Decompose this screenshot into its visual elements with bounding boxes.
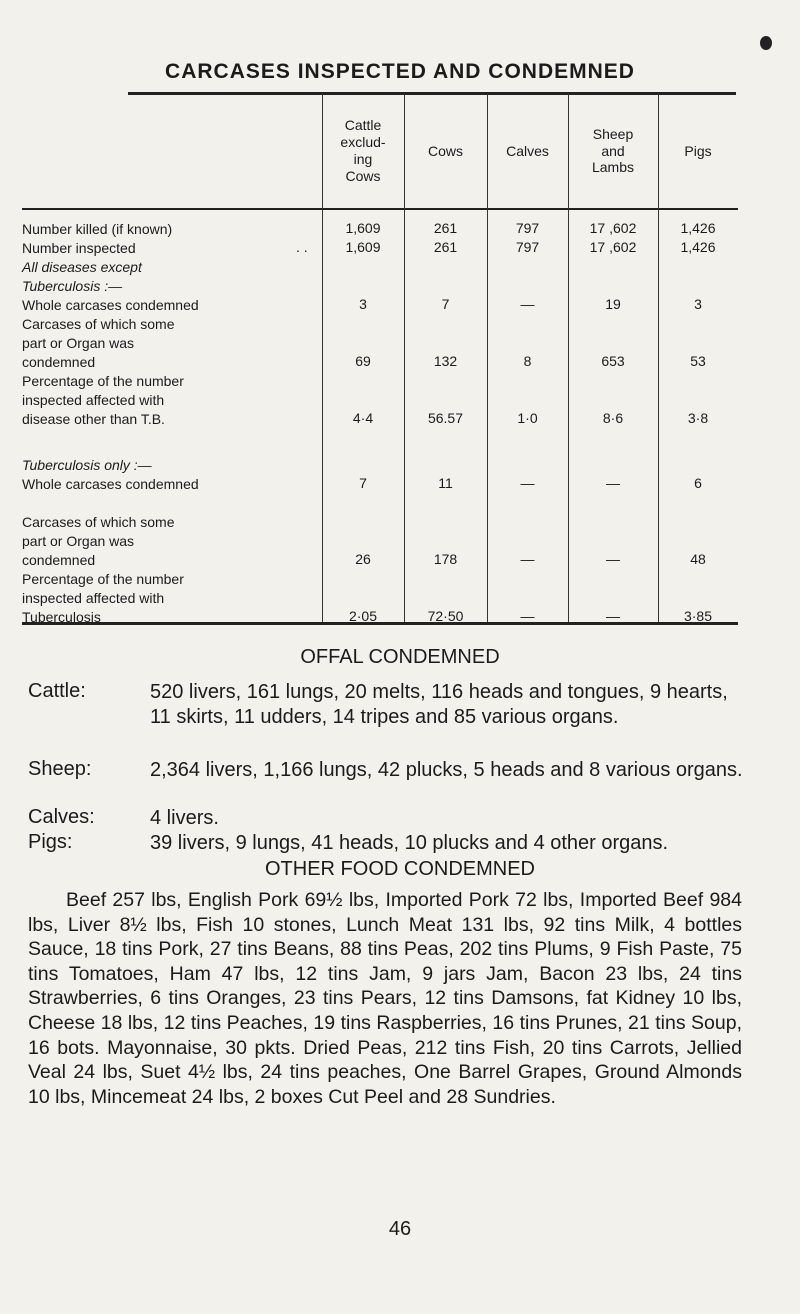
table-cell: 797 bbox=[515, 239, 540, 255]
offal-species-label: Sheep: bbox=[28, 758, 92, 780]
page-number: 46 bbox=[388, 1218, 412, 1240]
row-label: Percentage of the number inspected affected with disease other than T.B. bbox=[22, 373, 184, 427]
column-header: Cattle exclud- ing Cows bbox=[340, 117, 386, 184]
page-title: CARCASES INSPECTED AND CONDEMNED bbox=[165, 60, 635, 83]
row-label: Carcases of which some part or Organ was condemned bbox=[22, 316, 175, 370]
offal-description: 39 livers, 9 lungs, 41 heads, 10 plucks and 4 other organs. bbox=[150, 832, 669, 854]
row-label: Number killed (if known) bbox=[22, 221, 173, 237]
table-cell: 3 bbox=[694, 296, 702, 312]
table-cell: 178 bbox=[433, 551, 458, 567]
table-cell: 1,609 bbox=[345, 220, 381, 236]
table-cell: — bbox=[606, 475, 620, 491]
table-cell: 69 bbox=[355, 353, 371, 369]
table-cell: — bbox=[520, 608, 535, 624]
row-label: Number inspected bbox=[22, 240, 136, 256]
table-cell: 48 bbox=[690, 551, 706, 567]
table-cell: 19 bbox=[605, 296, 621, 312]
row-label: All diseases except Tuberculosis :— bbox=[22, 259, 142, 294]
table-cell: 8·6 bbox=[602, 410, 624, 426]
table-cell: 261 bbox=[433, 220, 458, 236]
column-header: Sheep and Lambs bbox=[591, 125, 635, 176]
table-cell: — bbox=[520, 475, 535, 491]
row-label: Whole carcases condemned bbox=[22, 297, 199, 313]
table-cell: 11 bbox=[438, 475, 453, 491]
table-cell: 2·05 bbox=[348, 608, 378, 624]
table-cell: 7 bbox=[359, 475, 367, 491]
row-label: Carcases of which some part or Organ was condemned bbox=[22, 514, 175, 568]
table-cell: 56.57 bbox=[427, 410, 464, 426]
table-cell: — bbox=[606, 551, 620, 567]
table-cell: 17 ,602 bbox=[589, 220, 637, 236]
column-header: Pigs bbox=[684, 142, 712, 159]
table-cell: 3·8 bbox=[687, 410, 709, 426]
offal-section-title: OFFAL CONDEMNED bbox=[300, 646, 500, 668]
row-label: Whole carcases condemned bbox=[22, 476, 199, 492]
table-cell: 1·0 bbox=[517, 410, 538, 426]
column-header: Calves bbox=[506, 142, 549, 159]
table-header-rule bbox=[22, 208, 738, 210]
table-cell: — bbox=[606, 608, 620, 624]
table-cell: 3·85 bbox=[683, 608, 713, 624]
table-cell: 17 ,602 bbox=[589, 239, 637, 255]
row-label: Tuberculosis only :— bbox=[22, 457, 152, 473]
offal-species-label: Cattle: bbox=[28, 680, 86, 702]
table-cell: 53 bbox=[690, 353, 706, 369]
table-cell: 26 bbox=[355, 551, 371, 567]
offal-species-label: Calves: bbox=[28, 806, 95, 828]
table-cell: 7 bbox=[441, 296, 450, 312]
corner-ink-mark bbox=[760, 36, 772, 50]
table-cell: 132 bbox=[433, 353, 458, 369]
table-cell: 261 bbox=[433, 239, 458, 255]
table-cell: 4·4 bbox=[352, 410, 374, 426]
table-cell: 653 bbox=[601, 353, 625, 369]
offal-description: 4 livers. bbox=[150, 807, 219, 829]
column-header: Cows bbox=[427, 142, 463, 159]
table-cell: 8 bbox=[523, 353, 532, 369]
table-cell: 1,426 bbox=[680, 239, 716, 255]
table-cell: — bbox=[520, 551, 535, 567]
offal-description: 2,364 livers, 1,166 lungs, 42 plucks, 5 heads and 8 various organs. bbox=[150, 759, 743, 781]
leader-dots: . . bbox=[296, 239, 308, 255]
table-cell: 1,609 bbox=[345, 239, 381, 255]
row-label: Percentage of the number inspected affected with Tuberculosis bbox=[22, 571, 184, 625]
other-food-paragraph: Beef 257 lbs, English Pork 69½ lbs, Imported Pork 72 lbs, Imported Beef 984 lbs, Liver 8½ lbs, Fish 10 stones, Lunch Meat 131 lbs, 92 tins Milk, 4 bottles Sauce, 18 tins Pork, 27 tins Beans, 88 tins Peas, 202 tins Plums, 9 Fish Paste, 75 tins Tomatoes, Ham 47 lbs, 12 tins Jam, 9 jars Jam, Bacon 23 lbs, 24 tins Strawberries, 6 tins Oranges, 23 tins Pears, 12 tins Damsons, fat Kidney 10 lbs, Cheese 18 lbs, 12 tins Peaches, 19 tins Raspberries, 16 tins Prunes, 21 tins Soup, 16 bots. Mayonnaise, 30 pkts. Dried Peas, 212 tins Fish, 20 tins Carrots, Jellied Veal 24 lbs, Suet 4½ lbs, 24 tins peaches, One Barrel Grapes, Ground Almonds 10 lbs, Mincemeat 24 lbs, 2 boxes Cut Peel and 28 Sundries. bbox=[28, 889, 742, 1108]
offal-description: 520 livers, 161 lungs, 20 melts, 116 heads and tongues, 9 hearts, 11 skirts, 11 udders, 14 tripes and 85 various organs. bbox=[150, 681, 728, 728]
table-cell: 797 bbox=[515, 220, 540, 236]
table-cell: — bbox=[520, 296, 535, 312]
table-cell: 72·50 bbox=[427, 608, 464, 624]
table-cell: 6 bbox=[694, 475, 702, 491]
offal-species-label: Pigs: bbox=[28, 831, 73, 853]
table-cell: 1,426 bbox=[680, 220, 716, 236]
table-cell: 3 bbox=[359, 296, 367, 312]
table-top-rule bbox=[128, 92, 736, 95]
other-food-section-title: OTHER FOOD CONDEMNED bbox=[265, 858, 535, 880]
